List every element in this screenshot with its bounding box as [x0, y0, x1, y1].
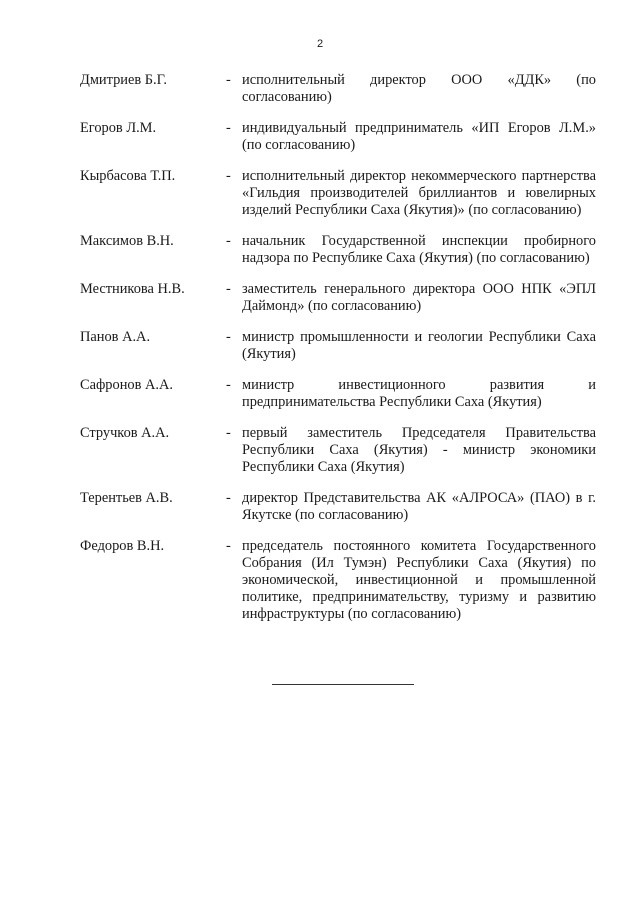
member-role: директор Представительства АК «АЛРОСА» (ПАО) в г. Якутске (по согласованию) — [242, 490, 596, 523]
member-name: Стручков А.А. — [80, 425, 170, 441]
member-role: заместитель генерального директора ООО НПК «ЭПЛ Даймонд» (по согласованию) — [242, 281, 596, 314]
member-row — [80, 329, 596, 363]
member-name: Терентьев А.В. — [80, 490, 173, 506]
members-list — [80, 72, 596, 637]
member-row — [80, 281, 596, 315]
member-row — [80, 538, 596, 623]
member-role: первый заместитель Председателя Правительства Республики Саха (Якутия) - министр экономики Республики Саха (Якутия) — [242, 425, 596, 475]
member-row — [80, 377, 596, 411]
member-row — [80, 120, 596, 154]
member-role: председатель постоянного комитета Государственного Собрания (Ил Тумэн) Республики Саха (Якутия) по экономической, инвестиционной и промышленной политике, предпринимательству, туризму и развитию инфраструктуры (по согласованию) — [242, 538, 596, 622]
member-role: министр инвестиционного развития и предпринимательства Республики Саха (Якутия) — [242, 377, 596, 410]
member-name: Дмитриев Б.Г. — [80, 72, 167, 88]
member-row — [80, 72, 596, 106]
member-dash: - — [226, 168, 231, 184]
member-dash: - — [226, 425, 231, 441]
member-dash: - — [226, 72, 231, 88]
member-role: начальник Государственной инспекции пробирного надзора по Республике Саха (Якутия) (по согласованию) — [242, 233, 596, 266]
member-row — [80, 168, 596, 219]
member-name: Кырбасова Т.П. — [80, 168, 176, 184]
member-name: Федоров В.Н. — [80, 538, 165, 554]
member-row — [80, 425, 596, 476]
member-role: исполнительный директор некоммерческого партнерства «Гильдия производителей бриллиантов и ювелирных изделий Республики Саха (Якутия)» (по согласованию) — [242, 168, 596, 218]
page-number: 2 — [316, 38, 324, 50]
member-name: Сафронов А.А. — [80, 377, 173, 393]
member-role: исполнительный директор ООО «ДДК» (по согласованию) — [242, 72, 596, 105]
member-dash: - — [226, 377, 231, 393]
member-dash: - — [226, 490, 231, 506]
member-row — [80, 233, 596, 267]
member-dash: - — [226, 233, 231, 249]
member-name: Панов А.А. — [80, 329, 151, 345]
member-dash: - — [226, 120, 231, 136]
member-role: министр промышленности и геологии Республики Саха (Якутия) — [242, 329, 596, 362]
member-role: индивидуальный предприниматель «ИП Егоров Л.М.» (по согласованию) — [242, 120, 596, 153]
member-row — [80, 490, 596, 524]
member-dash: - — [226, 329, 231, 345]
member-name: Максимов В.Н. — [80, 233, 174, 249]
member-name: Егоров Л.М. — [80, 120, 157, 136]
end-divider — [272, 684, 414, 685]
member-dash: - — [226, 281, 231, 297]
member-dash: - — [226, 538, 231, 554]
member-name: Местникова Н.В. — [80, 281, 185, 297]
